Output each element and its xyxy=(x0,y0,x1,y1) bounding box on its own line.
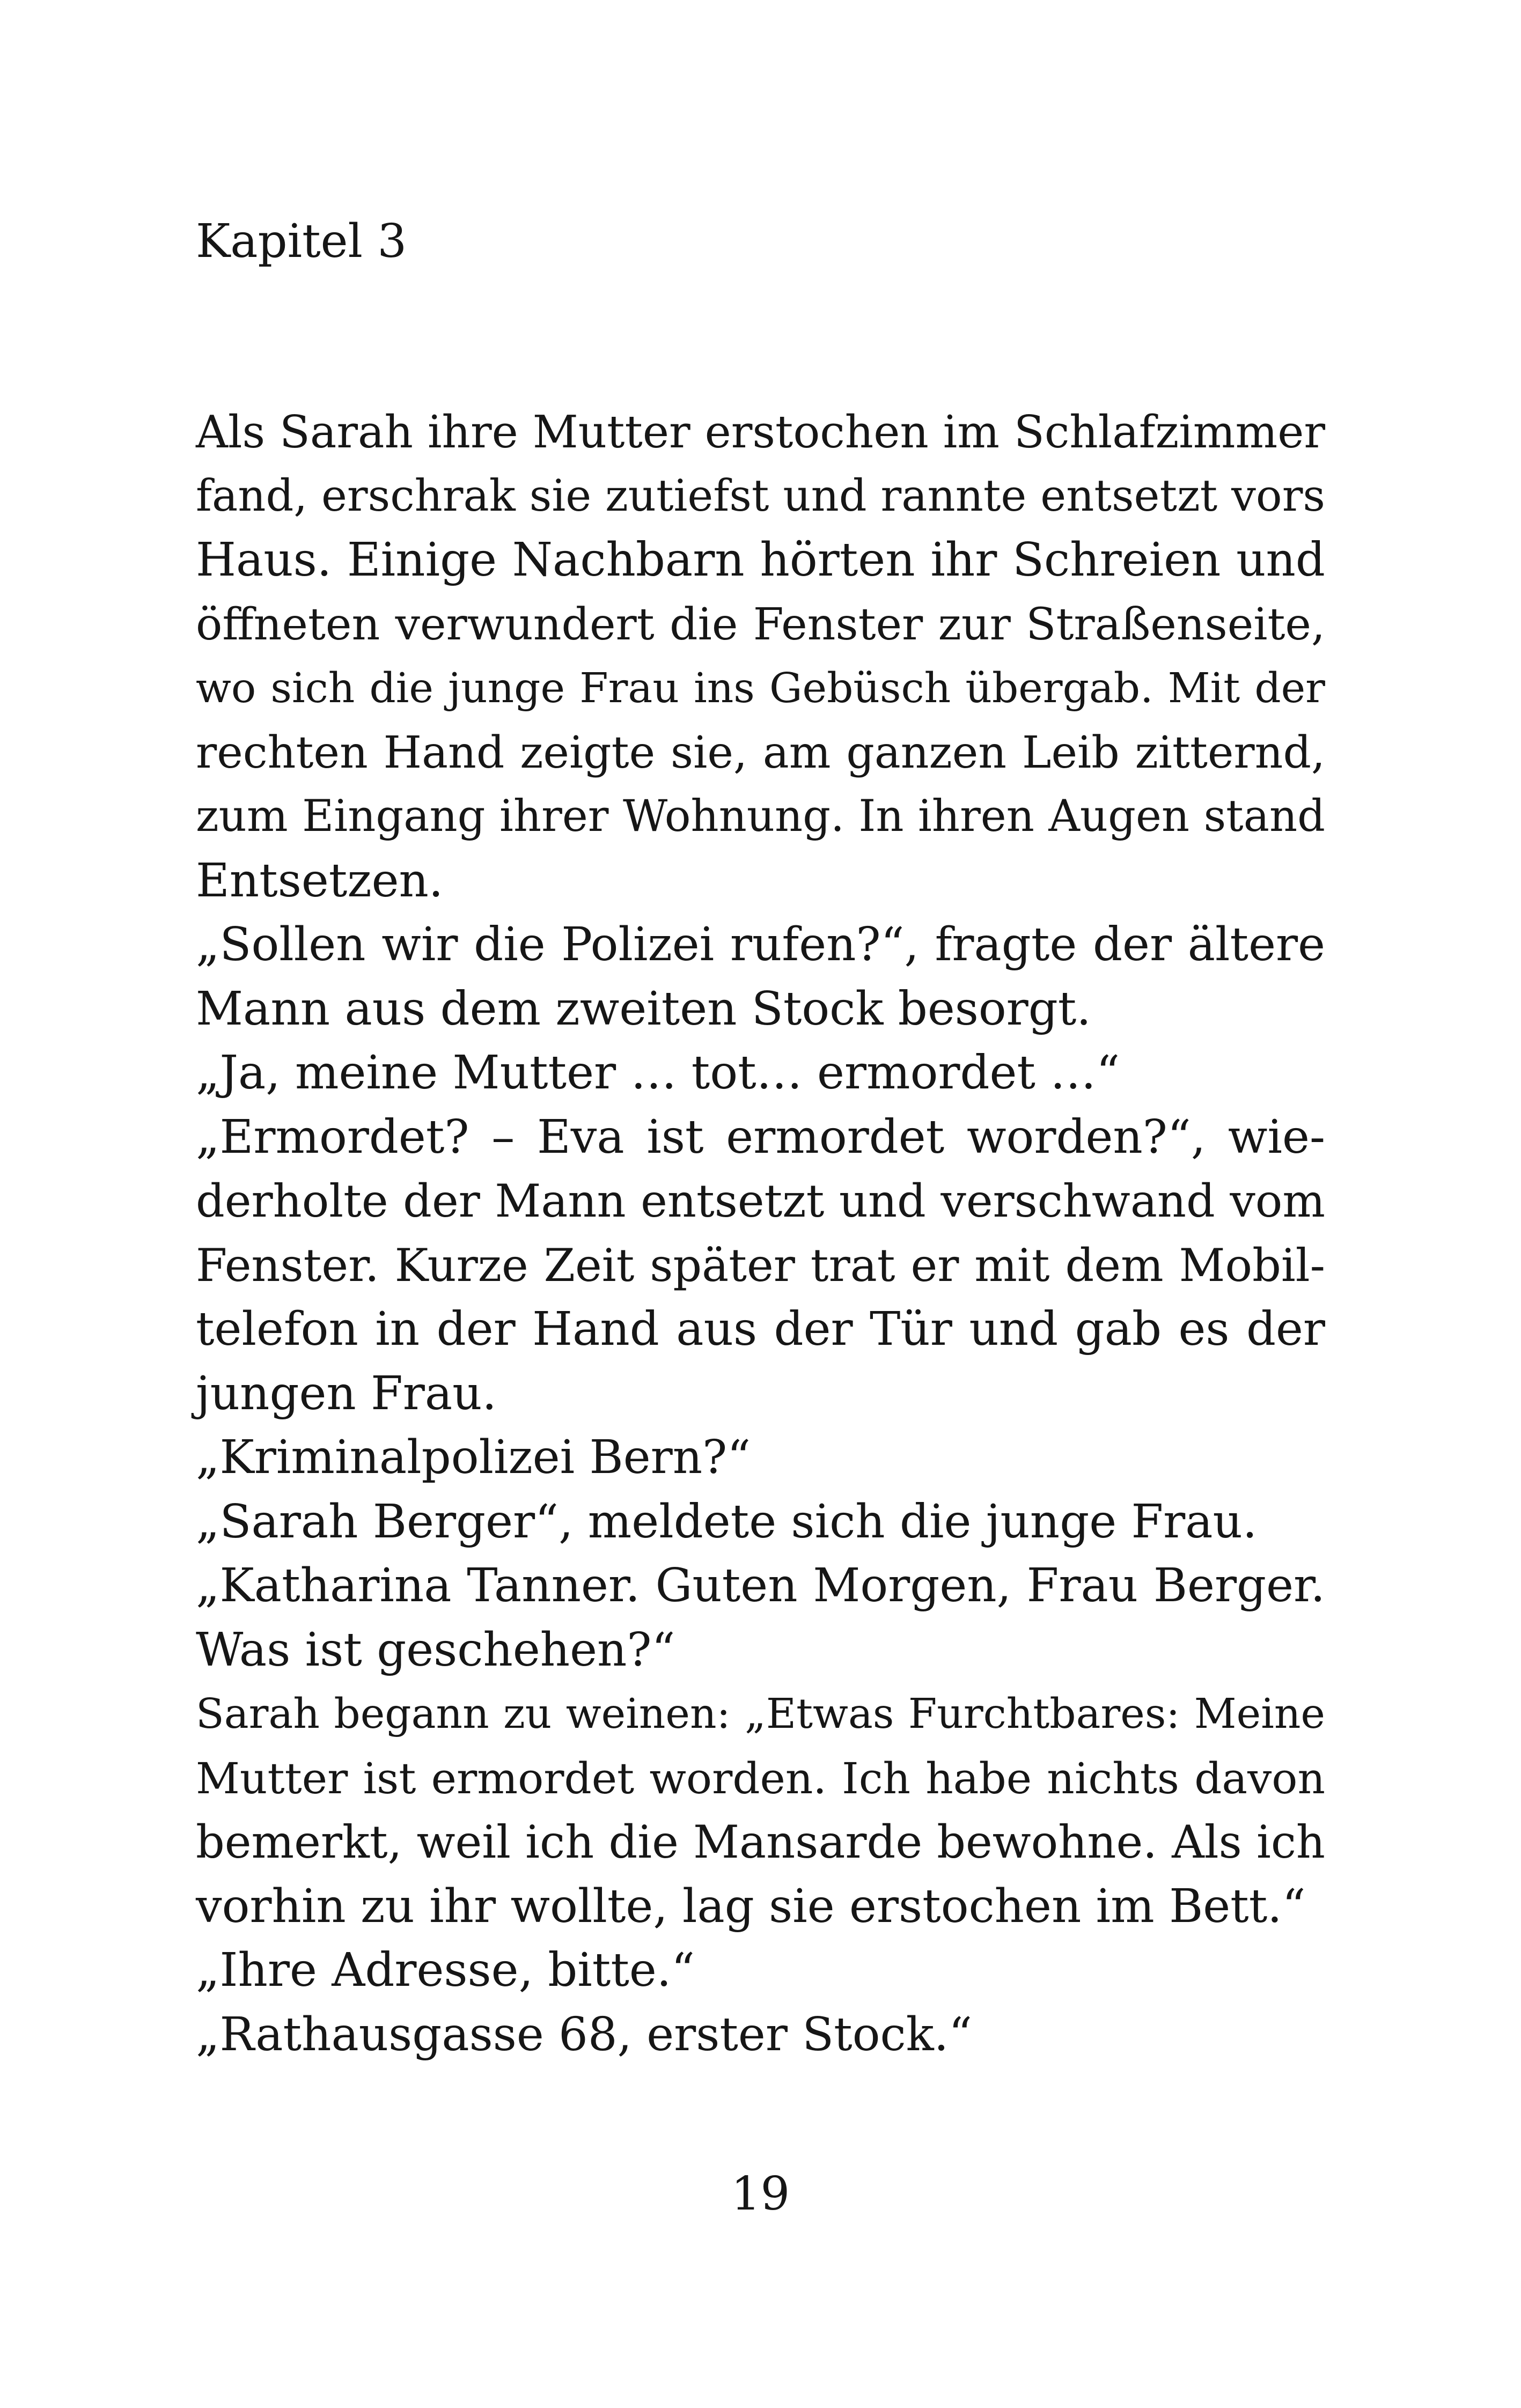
text-line: rechten Hand zeigte sie, am ganzen Leib zitternd, xyxy=(196,727,1325,778)
text-line: bemerkt, weil ich die Mansarde bewohne. Als ich xyxy=(196,1816,1325,1868)
text-line: derholte der Mann entsetzt und verschwand vom xyxy=(196,1175,1325,1227)
text-line: Haus. Einige Nachbarn hörten ihr Schreien und xyxy=(196,533,1325,587)
page-number: 19 xyxy=(731,2167,790,2221)
text-line: „Katharina Tanner. Guten Morgen, Frau Berger. xyxy=(196,1559,1325,1612)
text-line: Mutter ist ermordet worden. Ich habe nichts davon xyxy=(196,1753,1325,1803)
chapter-heading: Kapitel 3 xyxy=(196,215,407,268)
text-line: Als Sarah ihre Mutter erstochen im Schlafzimmer xyxy=(196,406,1325,458)
text-line: fand, erschrak sie zutiefst und rannte entsetzt vors xyxy=(196,470,1325,521)
text-line: „Ermordet? – Eva ist ermordet worden?“, wie- xyxy=(196,1110,1325,1164)
text-line: „Ihre Adresse, bitte.“ xyxy=(196,1943,695,1997)
text-line: Entsetzen. xyxy=(196,853,444,908)
text-line: Fenster. Kurze Zeit später trat er mit dem Mobil- xyxy=(196,1239,1325,1292)
text-line: „Sollen wir die Polizei rufen?“, fragte der ältere xyxy=(196,918,1325,971)
text-line: „Kriminalpolizei Bern?“ xyxy=(196,1431,751,1484)
body-text xyxy=(196,400,1325,2067)
text-line: Mann aus dem zweiten Stock besorgt. xyxy=(196,982,1091,1036)
text-line: öffneten verwundert die Fenster zur Straßenseite, xyxy=(196,599,1325,650)
text-line: Sarah begann zu weinen: „Etwas Furchtbares: Meine xyxy=(196,1690,1325,1738)
text-line: wo sich die junge Frau ins Gebüsch übergab. Mit der xyxy=(196,665,1325,712)
text-line: „Sarah Berger“, meldete sich die junge Frau. xyxy=(196,1494,1258,1549)
text-line: Was ist geschehen?“ xyxy=(196,1623,675,1677)
text-line: zum Eingang ihrer Wohnung. In ihren Augen stand xyxy=(196,791,1325,842)
text-line: telefon in der Hand aus der Tür und gab es der xyxy=(196,1302,1325,1356)
text-line: „Rathausgasse 68, erster Stock.“ xyxy=(196,2007,973,2061)
text-line: jungen Frau. xyxy=(196,1366,497,1420)
text-line: „Ja, meine Mutter … tot… ermordet …“ xyxy=(196,1046,1120,1100)
text-line: vorhin zu ihr wollte, lag sie erstochen im Bett.“ xyxy=(196,1879,1306,1933)
